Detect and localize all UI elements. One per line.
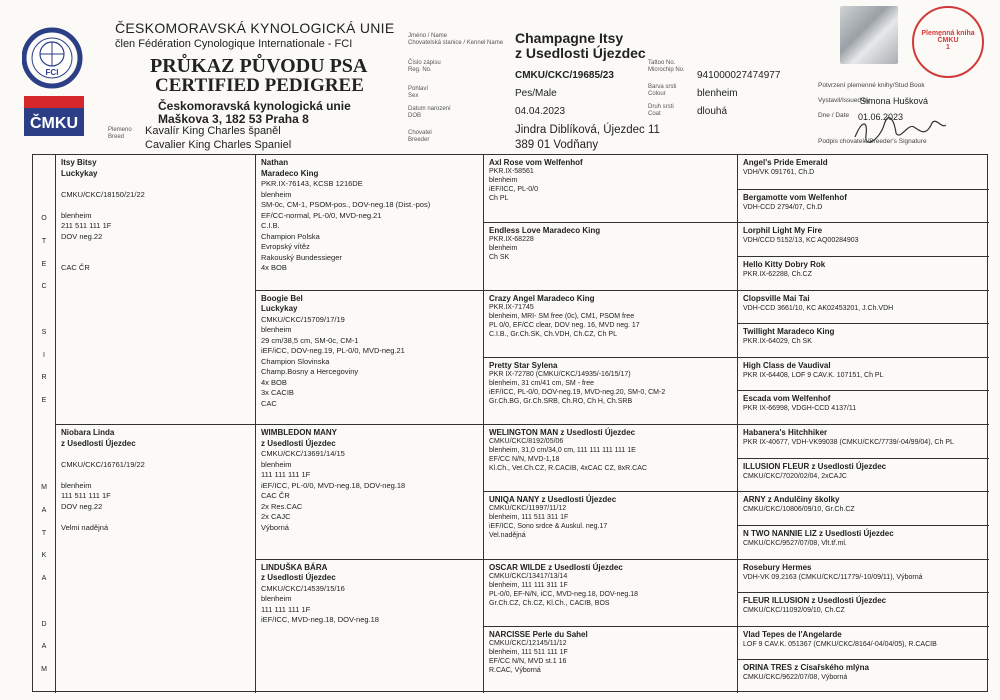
dog-detail: blenheim, 31 cm/41 cm, SM - free xyxy=(489,379,595,387)
side-letter: M xyxy=(41,484,47,491)
dog-detail: blenheim, 111 511 111 1F xyxy=(489,648,568,656)
dog-name: z Usedlosti Újezdec xyxy=(261,438,336,448)
dog-detail: Champion Slovinska xyxy=(261,356,330,366)
dog-detail: iEF/iCC, DOV-neg.19, PL-0/0, MVD-neg.21 xyxy=(261,346,405,355)
svg-text:ČMKU: ČMKU xyxy=(30,115,78,132)
issued-label: Vystavil/Issued by xyxy=(818,97,870,104)
dog-detail: CMKU/CKC/8192/05/06 xyxy=(489,438,564,445)
dog-name: Crazy Angel Maradeco King xyxy=(489,293,595,303)
dog-name: Pretty Star Sylena xyxy=(489,360,558,370)
dog-detail: DOV neg.22 xyxy=(61,501,103,511)
great-great-grandparent-cell xyxy=(737,390,989,424)
dog-name: Maradeco King xyxy=(261,168,319,178)
issue-date: 01.06.2023 xyxy=(858,112,904,122)
dog-detail: Champ.Bosny a Hercegoviny xyxy=(261,367,359,376)
dog-detail: 111 111 111 1F xyxy=(261,604,311,614)
tattoo-label: Tattoo No. Microchip No. xyxy=(648,60,685,73)
org-address: Maškova 3, 182 53 Praha 8 xyxy=(158,112,309,126)
dog-name: Twillight Maradeco King xyxy=(743,327,835,337)
dog-detail: Rakouský Bundessieger xyxy=(261,252,342,262)
great-grandparent-cell xyxy=(483,357,737,424)
dog-detail: iEF/ICC, Sono srdce & Auskul. neg.17 xyxy=(489,523,608,531)
great-grandparent-cell xyxy=(483,290,737,357)
dog-detail: blenheim xyxy=(61,210,92,220)
signature-label: Podpis chovatele/Breeder's Signature xyxy=(818,138,927,145)
dog-detail: 2x CAJC xyxy=(261,512,291,521)
side-letter: E xyxy=(41,397,47,404)
dog-detail: PKR IX-66998, VDGH-CCD 4137/11 xyxy=(743,405,857,413)
sex-label: Pohlaví Sex xyxy=(408,86,429,99)
breeder-label: Chovatel Breeder xyxy=(408,130,432,143)
dog-name: FLEUR ILLUSION z Usedlosti Újezdec xyxy=(743,596,887,606)
dog-detail: blenheim xyxy=(261,459,292,469)
microchip-number: 941000027474977 xyxy=(697,70,781,81)
dog-detail: blenheim xyxy=(489,245,518,253)
title-cz: PRŮKAZ PŮVODU PSA xyxy=(150,55,368,77)
great-great-grandparent-cell xyxy=(737,491,989,525)
dog-detail: 3x CACIB xyxy=(261,388,294,397)
dob-value: 04.04.2023 xyxy=(515,106,566,117)
great-grandparent-cell xyxy=(483,626,737,693)
dog-name: z Usedlosti Újezdec xyxy=(61,438,136,448)
dog-detail: PKR.IX-76143, KCSB 1216DE xyxy=(261,179,363,188)
dog-detail: PL-0/0, EF-N/N, iCC, MVD-neg.18, DOV-neg.18 xyxy=(489,590,638,598)
great-grandparent-cell xyxy=(483,222,737,289)
dog-detail: DOV neg.22 xyxy=(61,231,103,241)
dog-detail xyxy=(61,242,250,253)
dog-detail: PKR.IX-64029, Ch SK xyxy=(743,338,812,346)
dog-detail: iEF/ICC, PL-0/0, DOV-neg.19, MVD-neg.20, SM-0, CM-2 xyxy=(489,388,666,396)
dog-detail: PKR.IX-68228 xyxy=(489,236,534,244)
dog-detail xyxy=(61,179,250,190)
side-letter: C xyxy=(41,283,47,291)
side-letter: T xyxy=(41,529,47,537)
dog-detail: CAC xyxy=(261,398,277,408)
dog-name: Luckykay xyxy=(261,304,298,313)
dog-detail: PKR.IX-62288, Ch.CZ xyxy=(743,270,812,278)
dog-name: N TWO NANNIE LIZ z Usedlosti Újezdec xyxy=(743,528,894,538)
org-name-bold: Českomoravská kynologická unie xyxy=(158,99,351,113)
dog-name: High Class de Vaudival xyxy=(743,360,831,370)
sire-side-label xyxy=(33,215,55,404)
reg-label: Číslo zápisu Reg. No. xyxy=(408,60,441,73)
dog-detail: Ch SK xyxy=(489,254,510,262)
dog-detail: CMKU/CKC/16761/19/22 xyxy=(61,459,145,469)
dog-name: Axl Rose vom Welfenhof xyxy=(489,158,583,167)
fci-cmku-logo xyxy=(22,20,120,140)
dog-name: Endless Love Maradeco King xyxy=(489,226,601,236)
dog-detail: EF/CC N/N, MVD-1,18 xyxy=(489,456,560,463)
svg-text:FCI: FCI xyxy=(45,68,59,77)
dog-name: Niobara Linda xyxy=(61,428,115,437)
dog-name: NARCISSE Perle du Sahel xyxy=(489,629,588,639)
grandparent-cell xyxy=(255,155,483,290)
dog-detail: blenheim, 111 111 311 1F xyxy=(489,581,568,589)
dog-detail: 4x BOB xyxy=(261,377,287,387)
dog-detail: iEF/ICC, MVD-neg.18, DOV-neg.18 xyxy=(261,615,379,624)
dog-detail: blenheim xyxy=(489,177,518,184)
parent-cell xyxy=(55,155,255,424)
stamp-text: Plemenná kniha ČMKU 1 xyxy=(921,30,975,51)
great-great-grandparent-cell xyxy=(737,525,989,559)
pedigree-table xyxy=(32,154,988,692)
dog-detail: CMKU/CKC/9527/07/08, Vlt.tř.ml. xyxy=(743,539,847,547)
dog-detail: CMKU/CKC/15709/17/19 xyxy=(261,314,345,324)
great-great-grandparent-cell xyxy=(737,626,989,660)
dog-detail: PKR.IX-58561 xyxy=(489,168,534,175)
hologram-sticker xyxy=(840,6,898,64)
dog-detail: EF/CC-normal, PL-0/0, MVD-neg.21 xyxy=(261,210,382,220)
dog-detail xyxy=(61,449,250,460)
dog-detail: CAC ČR xyxy=(61,263,90,272)
great-great-grandparent-cell xyxy=(737,592,989,626)
breeder-address: 389 01 Vodňany xyxy=(515,139,599,151)
dog-detail: CAC ČR xyxy=(261,491,290,500)
org-name-cz: ČESKOMORAVSKÁ KYNOLOGICKÁ UNIE xyxy=(115,20,395,36)
dog-name: Escada vom Welfenhof xyxy=(743,394,831,404)
breed-en: Cavalier King Charles Spaniel xyxy=(145,139,292,151)
dog-detail: CMKU/CKC/10806/09/10, Gr.Ch.CZ xyxy=(743,506,855,514)
dog-detail: PKR IX-72780 (CMKU/CKC/14935/-16/15/17) xyxy=(489,370,631,378)
dog-detail: Vel.nadějná xyxy=(489,532,526,540)
side-letter: A xyxy=(41,643,47,651)
side-letter xyxy=(43,306,45,313)
dog-name: Lorphil Light My Fire xyxy=(743,226,823,236)
coat-label: Druh srsti Coat xyxy=(648,104,674,117)
dog-detail: CMKU/CKC/11092/09/10, Ch.CZ xyxy=(743,607,845,615)
side-letter xyxy=(43,598,45,605)
dog-detail: PL 0/0, EF/CC clear, DOV neg. 16, MVD neg. 17 xyxy=(489,321,640,329)
side-letter: A xyxy=(41,575,47,582)
dog-detail: blenheim, 111 511 311 1F xyxy=(489,514,569,522)
dog-name: Luckykay xyxy=(61,168,98,178)
great-great-grandparent-cell xyxy=(737,290,989,324)
dog-name: WIMBLEDON MANY xyxy=(261,428,337,437)
dog-kennel-name: z Usedlosti Újezdec xyxy=(515,45,646,61)
coat-value: dlouhá xyxy=(697,106,728,117)
dog-detail: Gr.Ch.CZ, Ch.CZ, Kl.Ch., CACIB, BOS xyxy=(489,599,610,607)
dog-detail xyxy=(61,512,250,523)
great-grandparent-cell xyxy=(483,559,737,626)
dog-detail xyxy=(61,470,250,481)
dog-detail xyxy=(61,200,250,211)
dog-detail: CMKU/CKC/9622/07/08, Výborná xyxy=(743,674,848,682)
dog-detail: VDH/VK 091761, Ch.D xyxy=(743,169,815,176)
dog-detail: EF/CC N/N, MVD st.1 16 xyxy=(489,657,567,665)
dog-detail: 29 cm/38,5 cm, SM-0c, CM-1 xyxy=(261,335,359,345)
org-fci-membership: člen Fédération Cynologique Internationale - FCI xyxy=(115,38,353,50)
side-letter: D xyxy=(41,620,47,628)
dam-side-label xyxy=(33,484,55,673)
dog-detail: Velmi nadějná xyxy=(61,522,109,532)
dog-detail: PKR IX-40677, VDH-VK99038 (CMKU/CKC/7739/-04/99/04), Ch PL xyxy=(743,439,954,446)
great-grandparent-cell xyxy=(483,491,737,558)
dog-detail: C.I.B., Gr.Ch.SK, Ch.VDH, Ch.CZ, Ch PL xyxy=(489,330,617,338)
breed-label: Plemeno Breed xyxy=(108,127,132,140)
dog-detail: CMKU/CKC/14539/15/16 xyxy=(261,583,345,593)
reg-number: CMKU/CKC/19685/23 xyxy=(515,70,614,81)
great-grandparent-cell xyxy=(483,155,737,222)
dog-detail: blenheim xyxy=(261,594,292,603)
title-en: CERTIFIED PEDIGREE xyxy=(155,75,364,96)
great-great-grandparent-cell xyxy=(737,357,989,391)
dog-detail: PKR.IX-71745 xyxy=(489,303,534,311)
breed-cz: Kavalír King Charles španěl xyxy=(145,125,281,137)
dog-detail: CMKU/CKC/18150/21/22 xyxy=(61,189,145,199)
dog-detail: Champion Polska xyxy=(261,231,320,241)
dob-label: Datum narození DOB xyxy=(408,106,451,119)
colour-label: Barva srsti Colour xyxy=(648,84,677,97)
dog-detail: CMKU/CKC/13417/13/14 xyxy=(489,572,568,580)
dog-detail: CMKU/CKC/11997/11/12 xyxy=(489,505,567,513)
studbook-label: Potvrzení plemenné knihy/Stud Book xyxy=(818,82,925,89)
dog-detail: CMKU/CKC/13691/14/15 xyxy=(261,449,345,458)
dog-detail: CMKU/CKC/7020/02/04, 2xCAJC xyxy=(743,472,847,480)
side-letter: A xyxy=(41,506,47,514)
dog-name: Angel's Pride Emerald xyxy=(743,158,828,167)
great-great-grandparent-cell xyxy=(737,659,989,693)
dog-detail: 111 111 111 1F xyxy=(261,470,311,479)
great-great-grandparent-cell xyxy=(737,256,989,290)
great-grandparent-cell xyxy=(483,424,737,491)
dog-name: Habanera's Hitchhiker xyxy=(743,428,828,437)
dog-detail: Výborná xyxy=(261,522,289,532)
dog-name: ORINA TRES z Císařského mlýna xyxy=(743,663,869,673)
dog-detail: blenheim xyxy=(61,480,92,490)
dog-name: Champagne Itsy xyxy=(515,30,624,46)
dog-detail: iEF/ICC, PL-0/0 xyxy=(489,186,539,193)
date-label: Dne / Date xyxy=(818,112,850,119)
side-letter: S xyxy=(41,328,47,336)
dog-detail: blenheim, 31,0 cm/34,0 cm, 111 111 111 111 1E xyxy=(489,447,636,454)
great-great-grandparent-cell xyxy=(737,189,989,223)
dog-detail: 2x Res.CAC xyxy=(261,501,303,511)
grandparent-cell xyxy=(255,290,483,425)
side-letter: R xyxy=(41,374,47,382)
dog-detail: blenheim xyxy=(261,189,292,199)
side-letter: I xyxy=(43,351,45,359)
parent-cell xyxy=(55,424,255,693)
dog-detail: 4x BOB xyxy=(261,263,287,272)
dog-name: Boogie Bel xyxy=(261,293,303,303)
dog-name: Rosebury Hermes xyxy=(743,562,812,572)
name-label: Jméno / Name Chovatelská stanice / Kennel Name xyxy=(408,33,504,46)
dog-detail: Ch PL xyxy=(489,195,509,202)
dog-detail: VDH-VK 09.2163 (CMKU/CKC/11779/-10/09/11), Výborná xyxy=(743,573,923,581)
dog-name: Bergamotte vom Welfenhof xyxy=(743,192,847,202)
dog-detail: CMKU/CKC/12145/11/12 xyxy=(489,639,567,647)
breeder-name: Jindra Diblíková, Újezdec 11 xyxy=(515,124,660,136)
great-great-grandparent-cell xyxy=(737,458,989,492)
great-great-grandparent-cell xyxy=(737,222,989,256)
dog-name: OSCAR WILDE z Usedlosti Újezdec xyxy=(489,562,623,572)
dog-detail: 111 511 111 1F xyxy=(61,491,111,500)
dog-detail: blenheim, MRI- SM free (0c), CM1, PSOM free xyxy=(489,312,635,320)
colour-value: blenheim xyxy=(697,88,738,99)
great-great-grandparent-cell xyxy=(737,424,989,458)
grandparent-cell xyxy=(255,424,483,559)
side-letter: K xyxy=(41,552,47,560)
dog-detail: SM-0c, CM-1, PSOM-pos., DOV-neg.18 (Dist.-pos) xyxy=(261,200,431,209)
grandparent-cell xyxy=(255,559,483,694)
great-great-grandparent-cell xyxy=(737,155,989,189)
dog-name: ARNY z Andulčiny školky xyxy=(743,495,840,505)
dog-detail: iEF/ICC, PL-0/0, MVD-neg.18, DOV-neg.18 xyxy=(261,480,406,490)
dog-detail: blenheim xyxy=(261,325,292,334)
dog-name: ILLUSION FLEUR z Usedlosti Újezdec xyxy=(743,461,887,471)
side-letter: M xyxy=(41,666,47,673)
dog-name: Vlad Tepes de l'Angelarde xyxy=(743,629,842,639)
dog-detail xyxy=(61,253,250,264)
dog-name: Hello Kitty Dobry Rok xyxy=(743,259,826,269)
dog-detail: PKR IX-64408, LOF 9 CAV.K. 107151, Ch PL xyxy=(743,371,884,379)
side-letter: E xyxy=(41,260,47,268)
dog-name: Itsy Bitsy xyxy=(61,158,97,167)
dog-detail: R.CAC, Výborná xyxy=(489,666,541,674)
dog-name: Nathan xyxy=(261,158,289,167)
great-great-grandparent-cell xyxy=(737,559,989,593)
side-letter: O xyxy=(41,215,47,222)
side-letter: T xyxy=(41,237,47,245)
issued-by-value: Simona Hušková xyxy=(860,96,929,106)
dog-name: LINDUŠKA BÁRA xyxy=(261,562,328,572)
dog-detail: 211 511 111 1F xyxy=(61,221,112,230)
great-great-grandparent-cell xyxy=(737,323,989,357)
dog-name: UNIQA NANY z Usedlosti Újezdec xyxy=(489,495,617,505)
dog-name: Clopsville Mai Tai xyxy=(743,293,810,303)
dog-name: WELINGTON MAN z Usedlosti Újezdec xyxy=(489,428,636,437)
dog-detail: Gr.Ch.BG, Gr.Ch.SRB, Ch.RO, Ch H, Ch.SRB xyxy=(489,397,633,405)
dog-detail: VDH/CCD 5152/13, KC AQ00284903 xyxy=(743,237,859,245)
sex-value: Pes/Male xyxy=(515,88,557,99)
dog-detail: VDH-CCD 2794/07, Ch.D xyxy=(743,203,823,211)
dog-detail: VDH-CCD 3661/10, KC AK02453201, J.Ch.VDH xyxy=(743,304,894,312)
dog-detail: Kl.Ch., Vet.Ch.CZ, R.CACIB, 4xCAC CZ, 8xR.CAC xyxy=(489,465,647,472)
dog-detail: LOF 9 CAV.K. 051367 (CMKU/CKC/8164/-04/04/05), R.CACIB xyxy=(743,640,937,648)
dog-detail: C.I.B. xyxy=(261,221,280,230)
dog-name: z Usedlosti Újezdec xyxy=(261,573,336,582)
dog-detail: Evropský vítěz xyxy=(261,242,310,251)
